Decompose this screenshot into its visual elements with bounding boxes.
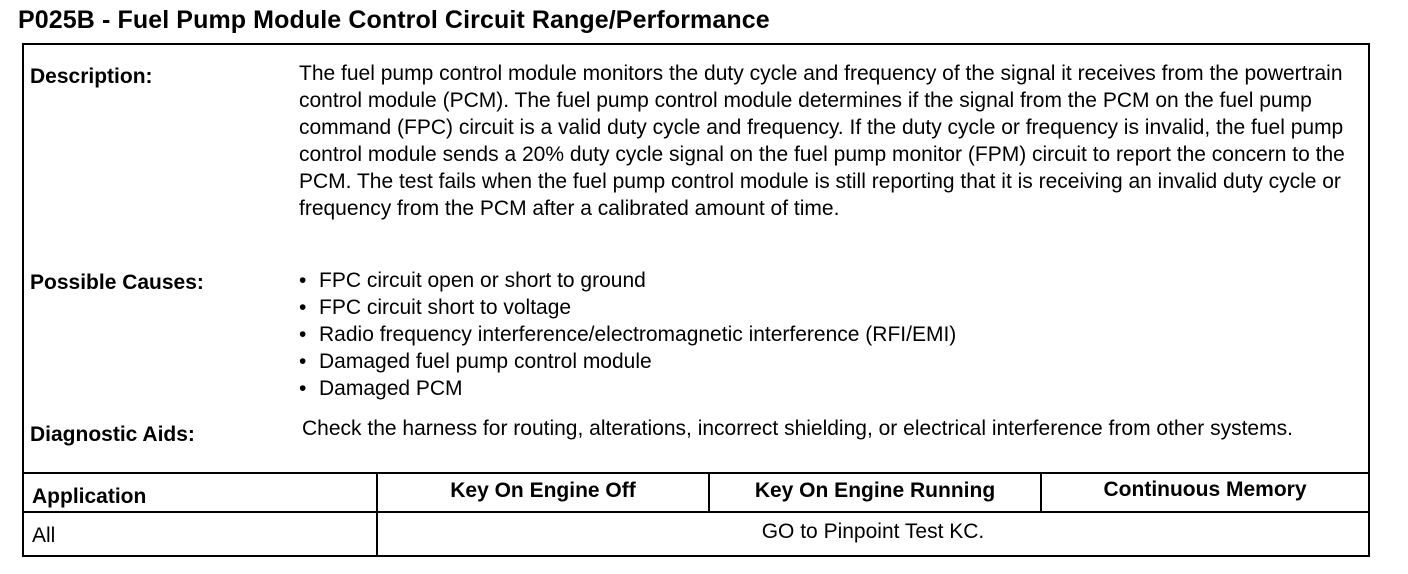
possible-causes-list [299,267,1361,402]
header-key-on-engine-off: Key On Engine Off [450,479,636,502]
dtc-info-box [22,43,1370,557]
header-key-on-engine-running: Key On Engine Running [754,479,996,502]
table-row-action: GO to Pinpoint Test KC. [761,520,985,543]
description-label: Description: [30,65,153,88]
bullet-icon: • [299,350,307,373]
page-title: P025B - Fuel Pump Module Control Circuit Range/Performance [18,6,770,34]
list-item: • Damaged fuel pump control module [299,350,652,373]
bullet-icon: • [299,269,307,292]
table-row-divider [24,511,1368,513]
possible-causes-label: Possible Causes: [30,271,204,294]
list-item: • FPC circuit open or short to ground [299,269,646,292]
header-continuous-memory: Continuous Memory [1103,478,1307,501]
list-item: • Damaged PCM [299,377,463,400]
table-top-divider [24,472,1368,474]
description-text: The fuel pump control module monitors the duty cycle and frequency of the signal it receives from the powertrain control module (PCM). The fuel pump control module determines if the signal from the PCM on the fuel pump command (FPC) circuit is a valid duty cycle and frequency. If the duty cycle or frequency is invalid, the fuel pump control module sends a 20% duty cycle signal on the fuel pump monitor (FPM) circuit to report the concern to the PCM. The test fails when the fuel pump control module is still reporting that it is receiving an invalid duty cycle or frequency from the PCM after a calibrated amount of time. [299,62,1345,220]
table-row-application: All [32,524,56,547]
bullet-icon: • [299,377,307,400]
diagnostic-aids-text: Check the harness for routing, alterations, incorrect shielding, or electrical interference from other systems. [302,417,1293,440]
list-item: • FPC circuit short to voltage [299,296,572,319]
diagnostic-aids-label: Diagnostic Aids: [30,423,195,446]
header-application: Application [32,485,147,508]
list-item: • Radio frequency interference/electromagnetic interference (RFI/EMI) [299,323,957,346]
bullet-icon: • [299,323,307,346]
bullet-icon: • [299,296,307,319]
